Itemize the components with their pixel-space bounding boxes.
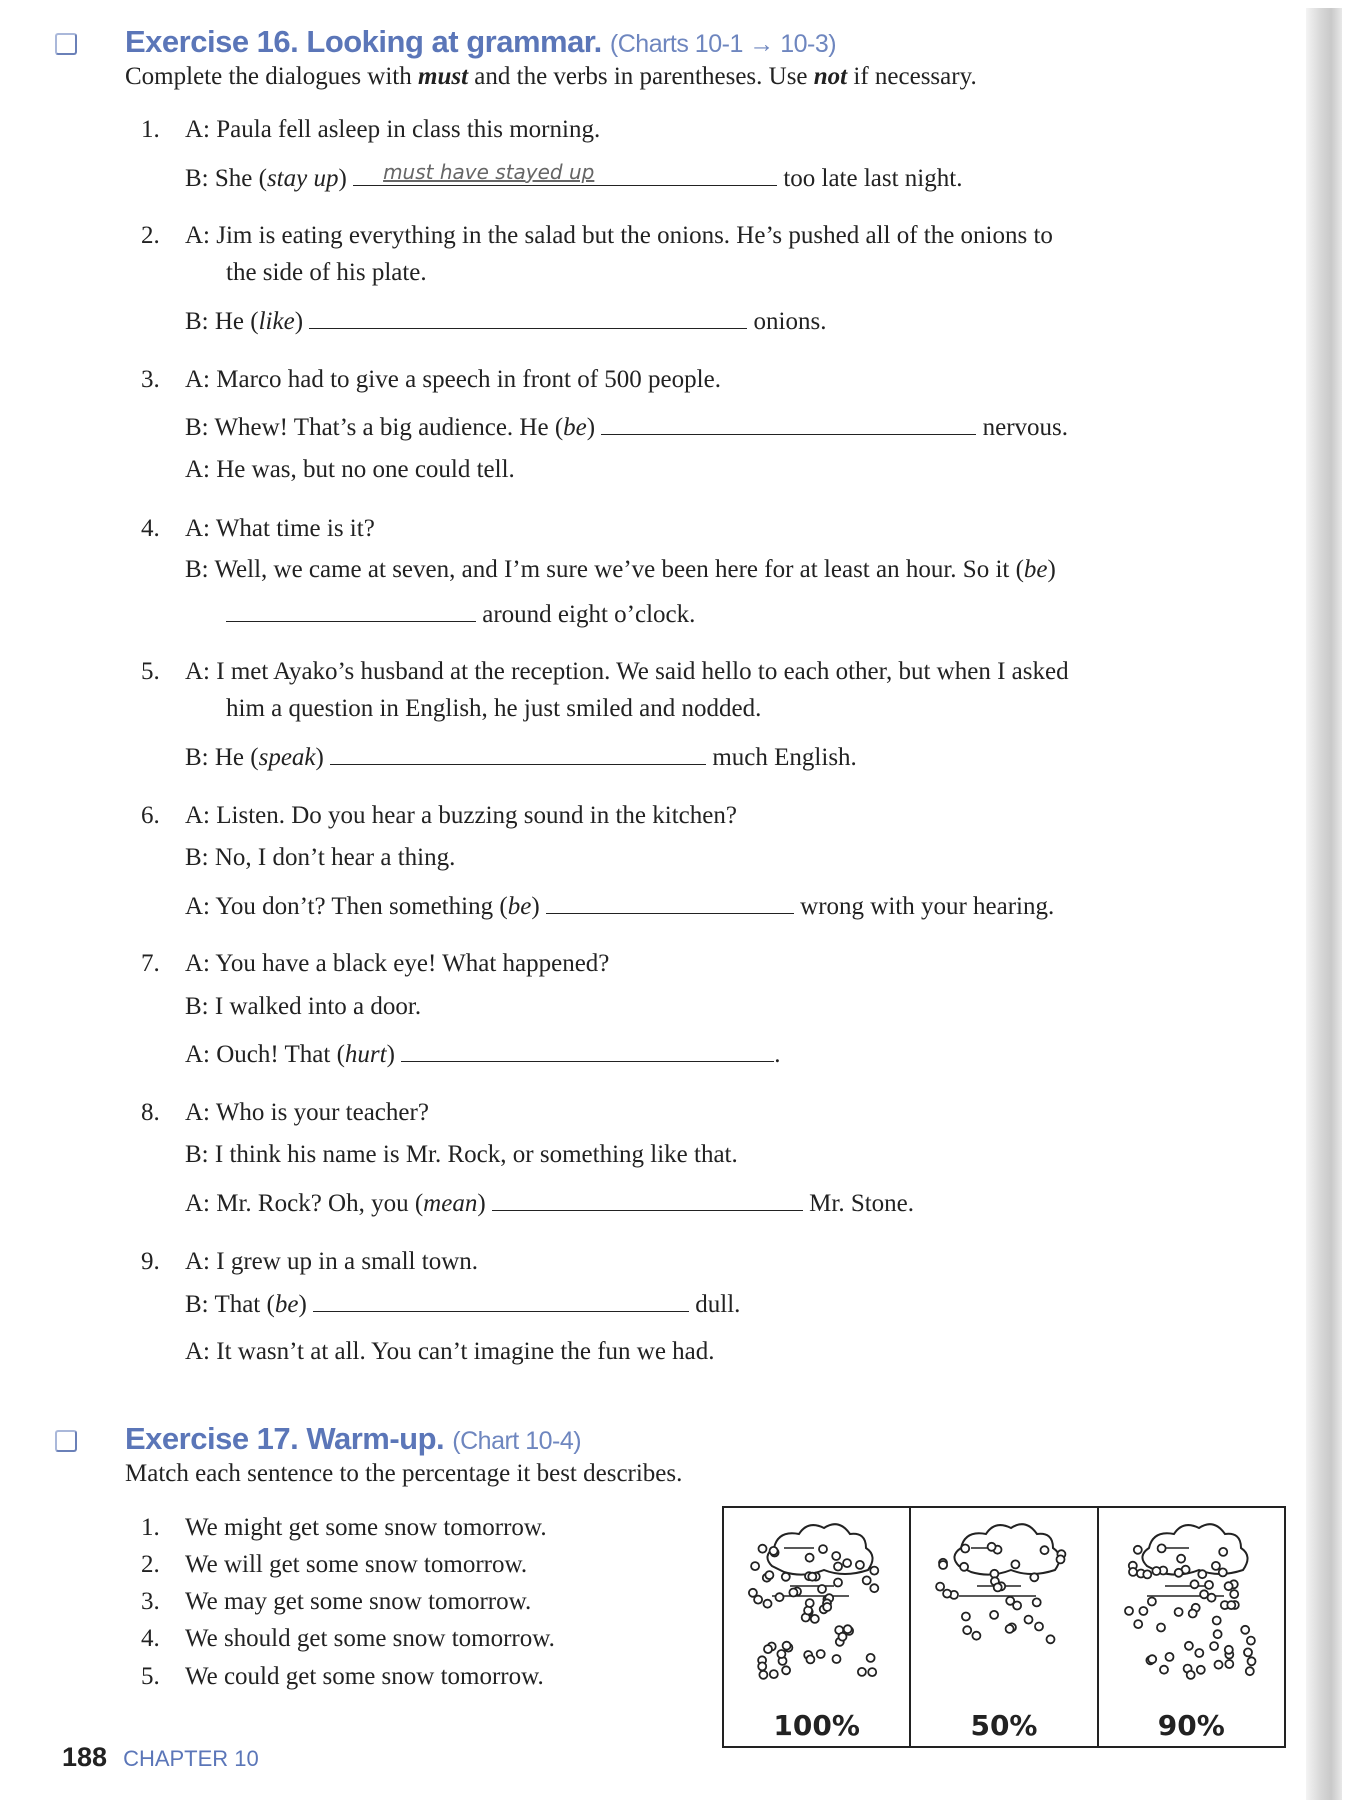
speaker-a-line: A: Paula fell asleep in class this morning. [185, 116, 601, 143]
snowflake [808, 1573, 816, 1581]
snowflake [1157, 1544, 1165, 1552]
snowflake [1041, 1546, 1049, 1554]
snowflake [782, 1666, 790, 1674]
snowflake [1148, 1598, 1156, 1606]
snowflake [1241, 1626, 1249, 1634]
snowflake [1212, 1617, 1220, 1625]
snowflake [964, 1626, 972, 1634]
snowflake [806, 1599, 814, 1607]
snowflake [834, 1579, 842, 1587]
snowflake [863, 1576, 871, 1584]
snow-cloud-icon [1119, 1516, 1264, 1686]
snowflake [1245, 1667, 1253, 1675]
snowflake [1225, 1660, 1233, 1668]
item-number: 1. [141, 1514, 160, 1541]
snowflake [1177, 1555, 1185, 1563]
snowflake [1230, 1590, 1238, 1598]
percentage-label: 100% [773, 1709, 860, 1742]
snowflake [759, 1545, 767, 1553]
snowflake [939, 1561, 947, 1569]
snowflake [1031, 1573, 1039, 1581]
speaker-b-line: B: That (be) dull. [185, 1291, 741, 1318]
item-number: 3. [141, 1588, 160, 1615]
percentage-label: 50% [970, 1709, 1038, 1742]
snowflake [1006, 1625, 1014, 1633]
sentence: We should get some snow tomorrow. [185, 1625, 555, 1652]
percentage-label: 90% [1157, 1709, 1225, 1742]
speaker-b-line: B: She (stay up) must have stayed up too late last night. [185, 163, 962, 194]
answer-blank[interactable] [401, 1039, 774, 1062]
snowflake [844, 1625, 852, 1633]
snowflake [870, 1567, 878, 1575]
item-number: 3. [141, 366, 160, 393]
snowflake [1205, 1581, 1213, 1589]
exercise-16-title: Exercise 16. Looking at grammar. (Charts 10-1 → 10-3) [125, 24, 837, 59]
speaker-a-line: A: What time is it? [185, 515, 375, 542]
speaker-a-line: A: Mr. Rock? Oh, you (mean) Mr. Stone. [185, 1190, 915, 1217]
snowflake [782, 1573, 790, 1581]
snowflake [1224, 1582, 1232, 1590]
snowflake [1218, 1568, 1226, 1576]
snowflake [868, 1668, 876, 1676]
speaker-b-line: B: He (like) onions. [185, 308, 827, 335]
exercise-17-checkbox[interactable] [55, 1430, 77, 1452]
snowflake [818, 1585, 826, 1593]
answer-blank[interactable] [546, 891, 794, 914]
item-number: 2. [141, 222, 160, 249]
snowflake [764, 1645, 772, 1653]
snowflake [1214, 1661, 1222, 1669]
sample-answer: must have stayed up [383, 160, 595, 184]
snowflake [1174, 1569, 1182, 1577]
snowflake [783, 1642, 791, 1650]
item-number: 4. [141, 515, 160, 542]
sentence: We will get some snow tomorrow. [185, 1551, 528, 1578]
snowflake [749, 1589, 757, 1597]
snowflake [988, 1543, 996, 1551]
exercise-16-instructions: Complete the dialogues with must and the verbs in parentheses. Use not if necessary. [125, 63, 977, 90]
speaker-b-line: B: Whew! That’s a big audience. He (be) nervous. [185, 414, 1068, 441]
item-number: 7. [141, 950, 160, 977]
snowflake [758, 1662, 766, 1670]
snowflake [936, 1583, 944, 1591]
snowflake [751, 1562, 759, 1570]
snowflake [870, 1584, 878, 1592]
snowflake [1152, 1567, 1160, 1575]
picture-100 [724, 1508, 911, 1746]
speaker-a-line: A: You don’t? Then something (be) wrong with your hearing. [185, 893, 1055, 920]
snowflake [834, 1563, 842, 1571]
snowflake [819, 1545, 827, 1553]
speaker-a-line: A: I met Ayako’s husband at the reception. We said hello to each other, but when I asked [185, 658, 1069, 685]
snowflake [994, 1583, 1002, 1591]
snowflake [1210, 1642, 1218, 1650]
exercise-17-instructions: Match each sentence to the percentage it best describes. [125, 1460, 683, 1487]
answer-blank[interactable] [353, 160, 777, 186]
item-number: 4. [141, 1625, 160, 1652]
snowflake [1035, 1623, 1043, 1631]
page-number: 188 [62, 1742, 108, 1772]
snowflake [1196, 1666, 1204, 1674]
speaker-a-line: A: Listen. Do you hear a buzzing sound in the kitchen? [185, 802, 737, 829]
snowflake [1143, 1570, 1151, 1578]
snowflake [990, 1611, 998, 1619]
snowflake [1165, 1653, 1173, 1661]
chapter-label: CHAPTER 10 [123, 1746, 259, 1771]
snowflake [1057, 1555, 1065, 1563]
speaker-a-line: A: He was, but no one could tell. [185, 456, 515, 483]
snowflake [943, 1590, 951, 1598]
snowflake [867, 1654, 875, 1662]
speaker-b-line: B: I walked into a door. [185, 993, 422, 1020]
snowflake [839, 1633, 847, 1641]
sentence: We could get some snow tomorrow. [185, 1663, 544, 1690]
page-footer [62, 1742, 259, 1773]
snowflake [765, 1571, 773, 1579]
item-number: 1. [141, 116, 160, 143]
snowflake [1033, 1598, 1041, 1606]
snowflake [1125, 1607, 1133, 1615]
snowflake [856, 1561, 864, 1569]
light-snow-cloud-icon [931, 1516, 1076, 1686]
snowflake [1148, 1655, 1156, 1663]
snowflake [806, 1554, 814, 1562]
snowflake [770, 1547, 778, 1555]
snowflake [1139, 1607, 1147, 1615]
item-number: 5. [141, 1663, 160, 1690]
snowflake [776, 1593, 784, 1601]
picture-50 [911, 1508, 1098, 1746]
picture-90 [1099, 1508, 1284, 1746]
snowflake [1224, 1646, 1232, 1654]
sentence: We might get some snow tomorrow. [185, 1514, 547, 1541]
page-binding-shadow [1306, 8, 1342, 1800]
snowflake [1219, 1548, 1227, 1556]
snowflake [962, 1613, 970, 1621]
snowflake [1134, 1620, 1142, 1628]
snowflake [833, 1655, 841, 1663]
answer-blank[interactable] [309, 306, 747, 329]
snowflake [1013, 1602, 1021, 1610]
snowflake [789, 1589, 797, 1597]
answer-blank[interactable] [330, 742, 706, 765]
speaker-a-line: A: It wasn’t at all. You can’t imagine the fun we had. [185, 1338, 715, 1365]
snowflake [764, 1600, 772, 1608]
snowflake [1186, 1671, 1194, 1679]
snowflake [843, 1559, 851, 1567]
speaker-b-line: B: Well, we came at seven, and I’m sure we’ve been here for at least an hour. So it (be) [185, 556, 1056, 583]
snowflake [973, 1632, 981, 1640]
snowflake [1160, 1666, 1168, 1674]
snowflake [962, 1545, 970, 1553]
snow-probability-pictures [722, 1506, 1286, 1748]
snowflake [1188, 1610, 1196, 1618]
speaker-b-line: B: I think his name is Mr. Rock, or something like that. [185, 1141, 738, 1168]
answer-blank[interactable] [492, 1188, 803, 1211]
snowflake [759, 1671, 767, 1679]
speaker-b-line: B: No, I don’t hear a thing. [185, 844, 456, 871]
snowflake [1190, 1580, 1198, 1588]
item-number: 9. [141, 1248, 160, 1275]
item-number: 6. [141, 802, 160, 829]
speaker-a-line: A: Marco had to give a speech in front of 500 people. [185, 366, 721, 393]
snowflake [1025, 1616, 1033, 1624]
snowflake [806, 1655, 814, 1663]
item-number: 8. [141, 1099, 160, 1126]
item-number: 5. [141, 658, 160, 685]
speaker-a-line: A: Who is your teacher? [185, 1099, 429, 1126]
snowflake [817, 1650, 825, 1658]
snowflake [1213, 1630, 1221, 1638]
snowflake [1247, 1637, 1255, 1645]
speaker-a-line: A: You have a black eye! What happened? [185, 950, 610, 977]
snowflake [770, 1670, 778, 1678]
speaker-a-line: A: I grew up in a small town. [185, 1248, 479, 1275]
snowflake [1212, 1562, 1220, 1570]
snowflake [1227, 1601, 1235, 1609]
snowflake [1247, 1657, 1255, 1665]
answer-blank[interactable] [601, 412, 976, 435]
speaker-a-line: A: Ouch! That (hurt) . [185, 1041, 781, 1068]
heavy-snow-cloud-icon [744, 1516, 889, 1686]
snowflake [1244, 1648, 1252, 1656]
speaker-a-line: A: Jim is eating everything in the salad but the onions. He’s pushed all of the onions to [185, 222, 1053, 249]
snowflake [811, 1615, 819, 1623]
snowflake [1195, 1649, 1203, 1657]
snowflake [1200, 1590, 1208, 1598]
speaker-a-continuation: the side of his plate. [226, 259, 427, 286]
snowflake [777, 1650, 785, 1658]
exercise-17-title: Exercise 17. Warm-up. (Chart 10-4) [125, 1421, 582, 1456]
snowflake [1174, 1608, 1182, 1616]
snowflake [1185, 1642, 1193, 1650]
answer-blank[interactable] [226, 599, 476, 622]
speaker-b-line: B: He (speak) much English. [185, 744, 857, 771]
snowflake [960, 1563, 968, 1571]
snowflake [1012, 1560, 1020, 1568]
snowflake [858, 1668, 866, 1676]
exercise-16-checkbox[interactable] [55, 33, 77, 55]
sentence: We may get some snow tomorrow. [185, 1588, 532, 1615]
speaker-a-continuation: him a question in English, he just smiled and nodded. [226, 695, 762, 722]
snowflake [1133, 1546, 1141, 1554]
snowflake [823, 1603, 831, 1611]
snowflake [832, 1552, 840, 1560]
snowflake [1198, 1570, 1206, 1578]
snowflake [1047, 1635, 1055, 1643]
item-number: 2. [141, 1551, 160, 1578]
speaker-b-continuation: around eight o’clock. [226, 599, 695, 630]
answer-blank[interactable] [313, 1289, 689, 1312]
snowflake [1157, 1624, 1165, 1632]
snowflake [1129, 1568, 1137, 1576]
